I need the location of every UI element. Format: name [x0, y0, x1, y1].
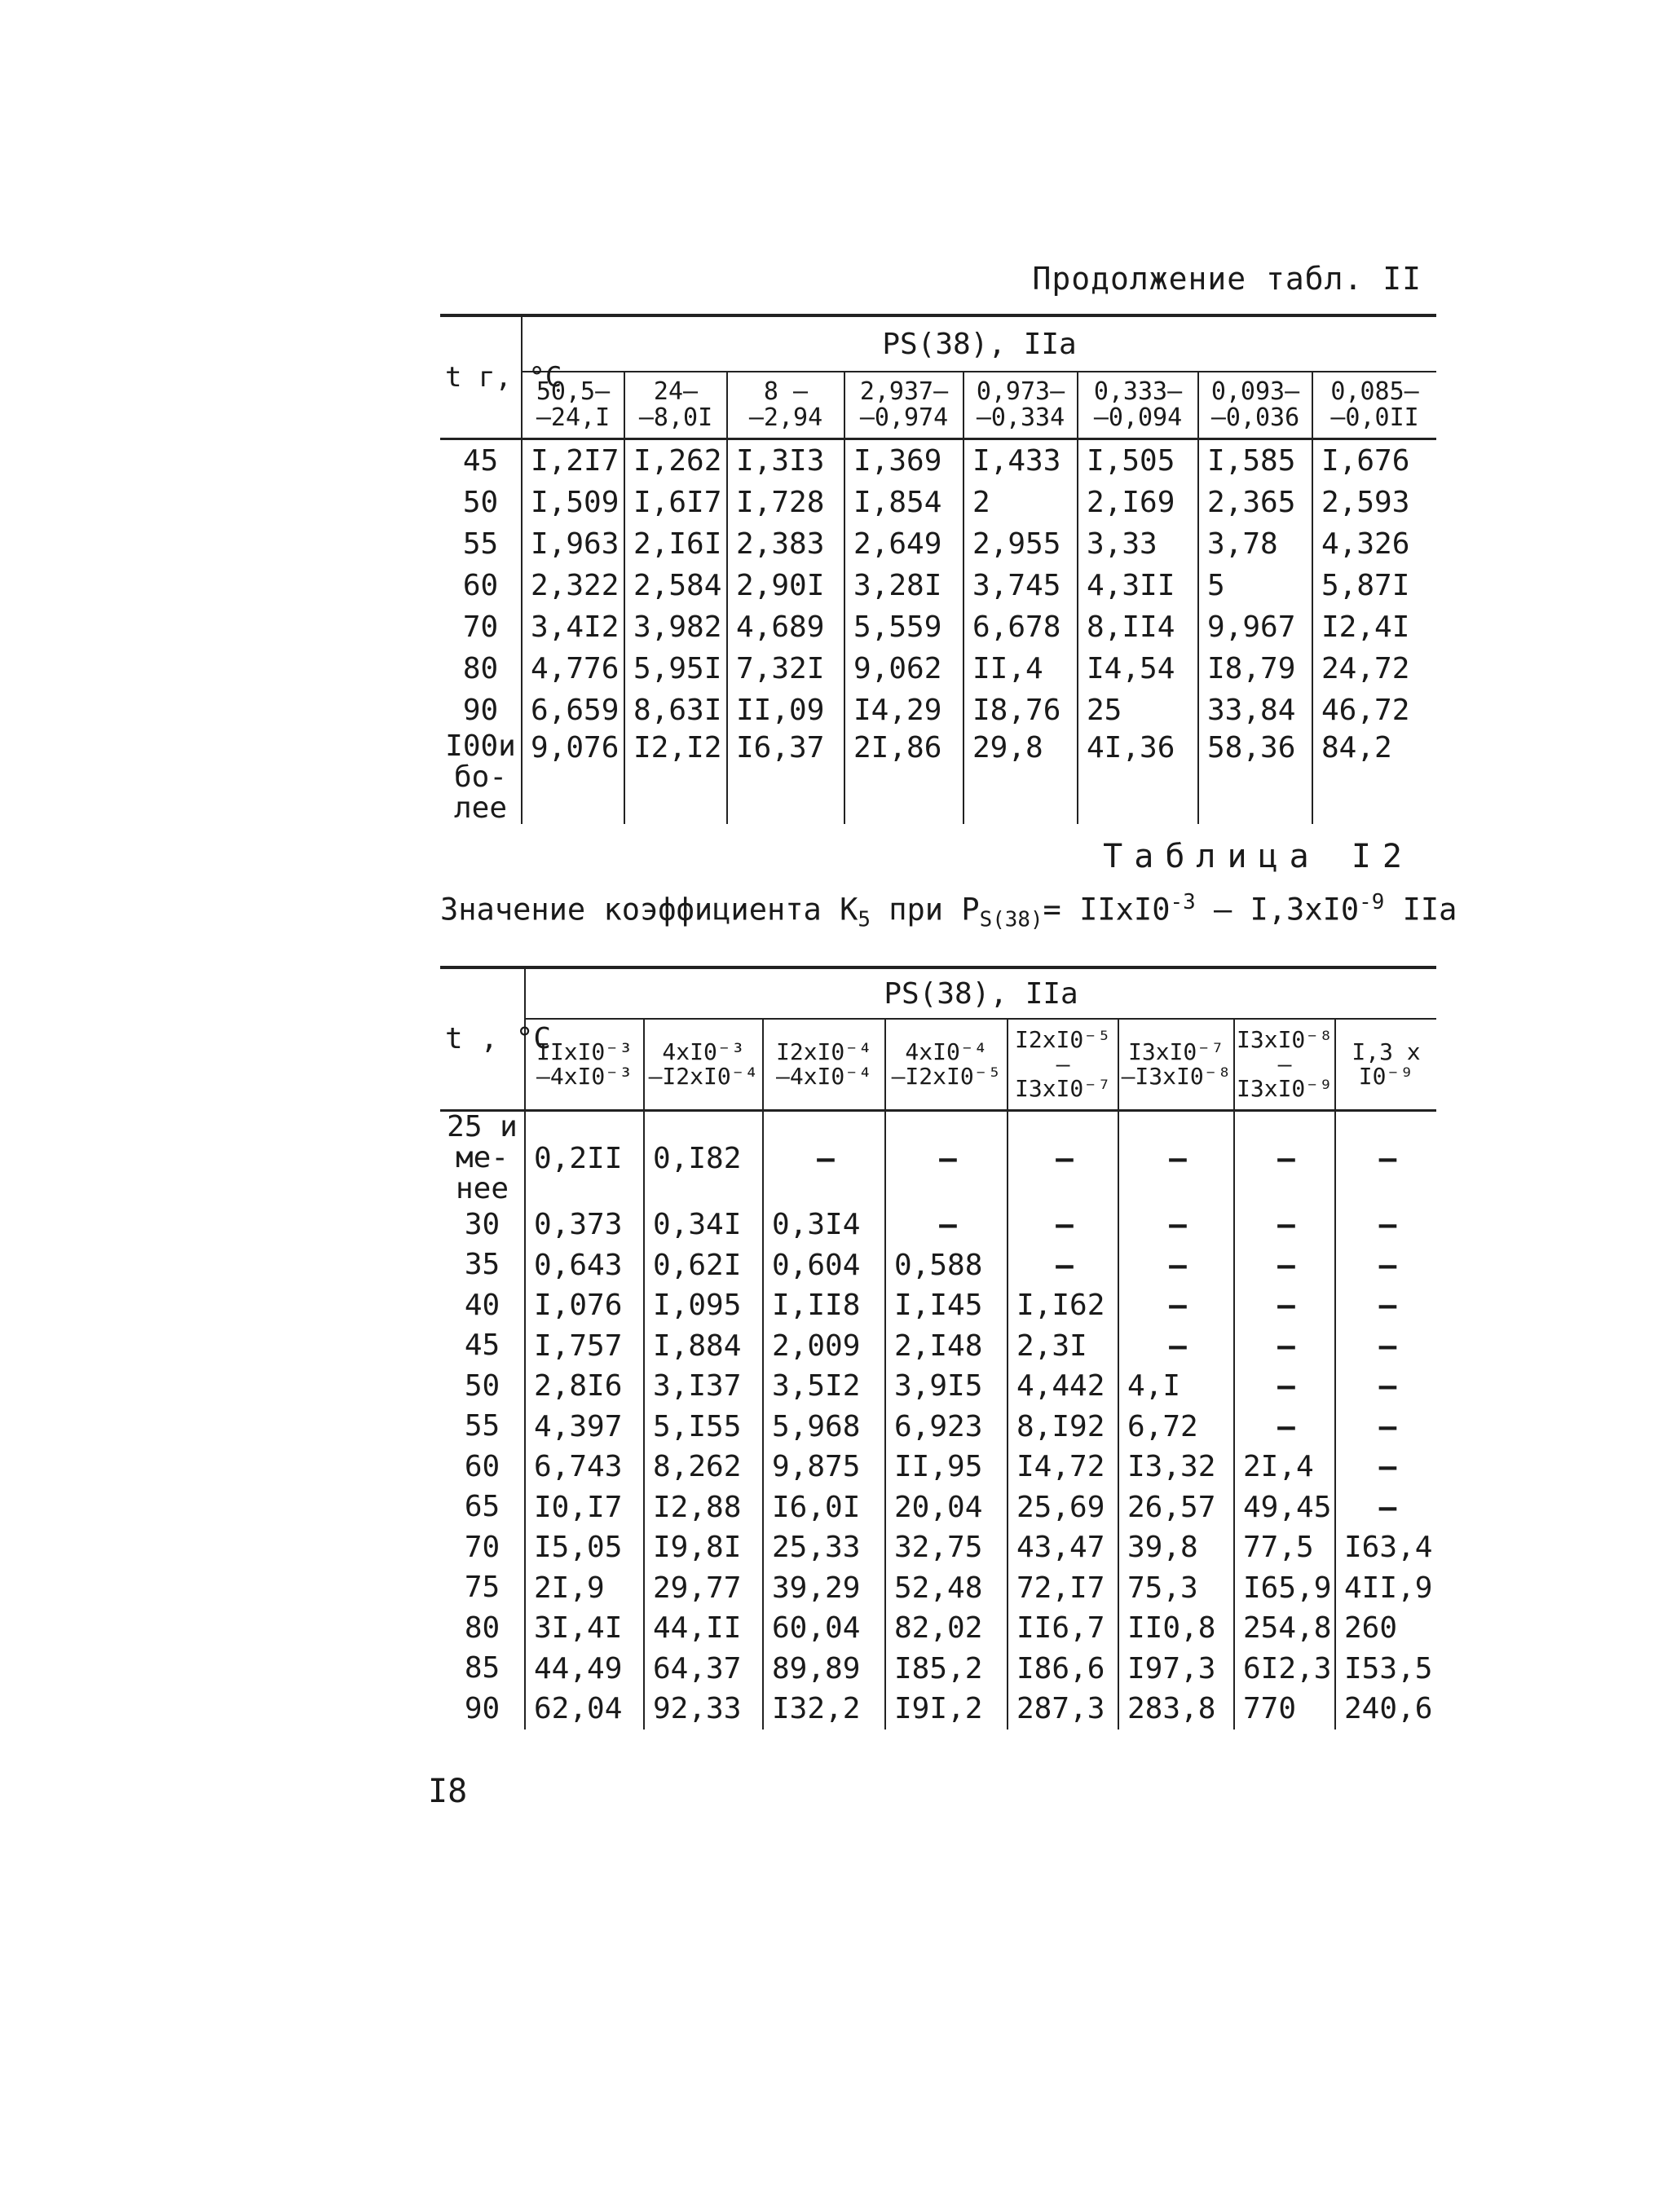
- t12-value-cell: 64,37: [644, 1649, 763, 1690]
- table-row: [440, 690, 1436, 731]
- t12-value-cell: I4,72: [1008, 1447, 1118, 1487]
- t12-value-cell: 287,3: [1008, 1689, 1118, 1730]
- t12-value-cell: I3,32: [1118, 1447, 1234, 1487]
- t12-row-label: 65: [464, 1490, 500, 1524]
- t11-value-cell: 9,062: [844, 648, 963, 690]
- t11-value-cell: 6,659: [522, 690, 624, 731]
- t12-value-cell: 6,72: [1118, 1407, 1234, 1447]
- t12-value-cell: –: [1234, 1285, 1335, 1326]
- table-row: [440, 1407, 1436, 1447]
- t12-value-cell: 20,04: [885, 1487, 1008, 1528]
- t11-value-cell: I,854: [844, 482, 963, 523]
- table-row: [440, 648, 1436, 690]
- t11-value-cell: I4,54: [1078, 648, 1198, 690]
- continuation-label: Продолжение табл. II: [1032, 261, 1422, 297]
- t12-value-cell: –: [1234, 1366, 1335, 1407]
- t12-value-cell: 39,29: [763, 1568, 885, 1609]
- t11-column-header: 0,973– –0,334: [963, 372, 1078, 439]
- t11-value-cell: 58,36: [1198, 731, 1312, 824]
- t12-header-main: PS(38), IIa: [525, 967, 1436, 1019]
- t12-value-cell: 25,69: [1008, 1487, 1118, 1528]
- t12-value-cell: –: [1234, 1407, 1335, 1447]
- t12-value-cell: –: [1234, 1245, 1335, 1286]
- t12-row-label: 60: [464, 1449, 500, 1483]
- t12-value-cell: 4II,9: [1335, 1568, 1436, 1609]
- t12-value-cell: 39,8: [1118, 1527, 1234, 1568]
- t12-value-cell: I9,8I: [644, 1527, 763, 1568]
- t12-value-cell: I2,88: [644, 1487, 763, 1528]
- table-row: [440, 1608, 1436, 1649]
- t11-row-label: 80: [462, 651, 499, 685]
- title-eq: = IIxI0: [1043, 892, 1171, 928]
- table-12-title: [440, 890, 1457, 932]
- t11-value-cell: 3,982: [624, 606, 727, 648]
- t12-value-cell: I0,I7: [525, 1487, 644, 1528]
- t12-value-cell: 82,02: [885, 1608, 1008, 1649]
- title-mid: при P: [870, 892, 980, 928]
- t12-value-cell: 60,04: [763, 1608, 885, 1649]
- t12-value-cell: 770: [1234, 1689, 1335, 1730]
- t12-value-cell: II,95: [885, 1447, 1008, 1487]
- t12-row-label: 70: [464, 1530, 500, 1564]
- t12-value-cell: 3,5I2: [763, 1366, 885, 1407]
- t12-value-cell: I,076: [525, 1285, 644, 1326]
- table-row: [440, 1447, 1436, 1487]
- table-11-continuation: [440, 314, 1436, 824]
- t11-value-cell: 2: [963, 482, 1078, 523]
- t12-column-header: IIxI0⁻³ –4xI0⁻³: [525, 1019, 644, 1111]
- t12-subheader-row: [440, 1019, 1436, 1111]
- t12-value-cell: 0,643: [525, 1245, 644, 1286]
- t12-row-label: 85: [464, 1651, 500, 1685]
- t11-value-cell: I2,I2: [624, 731, 727, 824]
- t11-row-label: 90: [462, 693, 499, 727]
- t12-value-cell: –: [1335, 1447, 1436, 1487]
- t11-row-label: 60: [462, 568, 499, 602]
- t11-value-cell: 8,II4: [1078, 606, 1198, 648]
- table-row: [440, 482, 1436, 523]
- t11-value-cell: 2,322: [522, 565, 624, 606]
- t11-value-cell: I8,79: [1198, 648, 1312, 690]
- t12-value-cell: 254,8: [1234, 1608, 1335, 1649]
- t11-value-cell: 9,967: [1198, 606, 1312, 648]
- t11-value-cell: 33,84: [1198, 690, 1312, 731]
- t12-header-row: [440, 967, 1436, 1019]
- t11-value-cell: 84,2: [1312, 731, 1436, 824]
- t12-value-cell: 0,34I: [644, 1205, 763, 1245]
- table-row: [440, 1366, 1436, 1407]
- t11-row-label: 50: [462, 485, 499, 519]
- t12-value-cell: 3I,4I: [525, 1608, 644, 1649]
- t12-value-cell: –: [1118, 1326, 1234, 1367]
- t12-value-cell: 2,8I6: [525, 1366, 644, 1407]
- t12-value-cell: 6,743: [525, 1447, 644, 1487]
- t12-value-cell: –: [1008, 1245, 1118, 1286]
- t11-value-cell: 3,4I2: [522, 606, 624, 648]
- title-p-sub: S(38): [979, 907, 1043, 932]
- t12-value-cell: 6,923: [885, 1407, 1008, 1447]
- t12-value-cell: 4,I: [1118, 1366, 1234, 1407]
- t11-value-cell: I,6I7: [624, 482, 727, 523]
- t11-column-header: 0,093– –0,036: [1198, 372, 1312, 439]
- t12-value-cell: 2,3I: [1008, 1326, 1118, 1367]
- page-number: I8: [428, 1773, 468, 1810]
- t11-value-cell: 2,955: [963, 523, 1078, 565]
- t11-subheader-row: [440, 372, 1436, 439]
- t12-column-header: I2xI0⁻⁴ –4xI0⁻⁴: [763, 1019, 885, 1111]
- t12-value-cell: 29,77: [644, 1568, 763, 1609]
- t11-value-cell: 9,076: [522, 731, 624, 824]
- t12-value-cell: –: [1118, 1111, 1234, 1205]
- t11-value-cell: I4,29: [844, 690, 963, 731]
- t11-value-cell: 24,72: [1312, 648, 1436, 690]
- t12-value-cell: 283,8: [1118, 1689, 1234, 1730]
- t12-value-cell: 4,442: [1008, 1366, 1118, 1407]
- t12-value-cell: I,757: [525, 1326, 644, 1367]
- t12-value-cell: I85,2: [885, 1649, 1008, 1690]
- t11-value-cell: 4,3II: [1078, 565, 1198, 606]
- t12-value-cell: 0,3I4: [763, 1205, 885, 1245]
- title-unit: IIa: [1384, 892, 1457, 928]
- t11-value-cell: 2I,86: [844, 731, 963, 824]
- t11-value-cell: 5,95I: [624, 648, 727, 690]
- t12-value-cell: 260: [1335, 1608, 1436, 1649]
- title-exp2: -9: [1359, 890, 1385, 914]
- t11-value-cell: 3,78: [1198, 523, 1312, 565]
- t12-value-cell: 0,I82: [644, 1111, 763, 1205]
- t12-value-cell: 92,33: [644, 1689, 763, 1730]
- t11-value-cell: 2,90I: [727, 565, 844, 606]
- t12-row-label: 45: [464, 1329, 500, 1363]
- t12-value-cell: I,095: [644, 1285, 763, 1326]
- t11-value-cell: 8,63I: [624, 690, 727, 731]
- t12-value-cell: –: [1118, 1285, 1234, 1326]
- t12-value-cell: I63,4: [1335, 1527, 1436, 1568]
- t11-value-cell: 25: [1078, 690, 1198, 731]
- t12-row-label: 75: [464, 1571, 500, 1605]
- t12-value-cell: 72,I7: [1008, 1568, 1118, 1609]
- t11-column-header: 2,937– –0,974: [844, 372, 963, 439]
- t11-value-cell: I,369: [844, 439, 963, 482]
- t11-value-cell: 3,745: [963, 565, 1078, 606]
- table-row: [440, 606, 1436, 648]
- t12-value-cell: I,II8: [763, 1285, 885, 1326]
- table-row: [440, 731, 1436, 824]
- table-row: [440, 523, 1436, 565]
- t11-column-header: 24– –8,0I: [624, 372, 727, 439]
- table-row: [440, 1245, 1436, 1286]
- t12-value-cell: –: [763, 1111, 885, 1205]
- t12-column-header: I2xI0⁻⁵ –I3xI0⁻⁷: [1008, 1019, 1118, 1111]
- t11-value-cell: 5: [1198, 565, 1312, 606]
- t11-value-cell: 46,72: [1312, 690, 1436, 731]
- t11-row-label: 55: [462, 527, 499, 561]
- t11-value-cell: I8,76: [963, 690, 1078, 731]
- t11-value-cell: I2,4I: [1312, 606, 1436, 648]
- t12-value-cell: 3,9I5: [885, 1366, 1008, 1407]
- t12-value-cell: 43,47: [1008, 1527, 1118, 1568]
- t12-value-cell: I5,05: [525, 1527, 644, 1568]
- t11-value-cell: II,4: [963, 648, 1078, 690]
- t12-value-cell: 3,I37: [644, 1366, 763, 1407]
- t12-row-label: 35: [464, 1248, 500, 1282]
- t12-value-cell: 62,04: [525, 1689, 644, 1730]
- t12-column-header: I,3 x I0⁻⁹: [1335, 1019, 1436, 1111]
- t12-value-cell: 5,968: [763, 1407, 885, 1447]
- t12-value-cell: –: [1335, 1487, 1436, 1528]
- t12-value-cell: –: [1335, 1285, 1436, 1326]
- t12-value-cell: II0,8: [1118, 1608, 1234, 1649]
- t11-column-header: 8 – –2,94: [727, 372, 844, 439]
- t12-column-header: 4xI0⁻³ –I2xI0⁻⁴: [644, 1019, 763, 1111]
- t12-row-label: 30: [464, 1207, 500, 1241]
- table-row: [440, 1326, 1436, 1367]
- t12-value-cell: –: [1335, 1111, 1436, 1205]
- t12-value-cell: 4,397: [525, 1407, 644, 1447]
- t12-value-cell: 0,2II: [525, 1111, 644, 1205]
- t12-value-cell: –: [885, 1111, 1008, 1205]
- t11-value-cell: 4,689: [727, 606, 844, 648]
- t12-value-cell: I,I62: [1008, 1285, 1118, 1326]
- table-12: [440, 966, 1436, 1730]
- t11-value-cell: 4,776: [522, 648, 624, 690]
- t12-value-cell: –: [1335, 1407, 1436, 1447]
- t12-value-cell: 6I2,3: [1234, 1649, 1335, 1690]
- t11-value-cell: I,262: [624, 439, 727, 482]
- t12-row-label: 55: [464, 1409, 500, 1443]
- t11-value-cell: 3,33: [1078, 523, 1198, 565]
- t12-value-cell: 77,5: [1234, 1527, 1335, 1568]
- t12-value-cell: –: [1234, 1326, 1335, 1367]
- t11-value-cell: 6,678: [963, 606, 1078, 648]
- t12-value-cell: 44,II: [644, 1608, 763, 1649]
- t11-row-label: 70: [462, 610, 499, 644]
- t11-value-cell: I,505: [1078, 439, 1198, 482]
- title-exp1: -3: [1170, 890, 1196, 914]
- t12-value-cell: 0,373: [525, 1205, 644, 1245]
- t12-value-cell: II6,7: [1008, 1608, 1118, 1649]
- title-prefix: Значение коэффициента K: [440, 892, 858, 928]
- t11-value-cell: I,963: [522, 523, 624, 565]
- t11-value-cell: 2,593: [1312, 482, 1436, 523]
- t12-row-label: 40: [464, 1288, 500, 1322]
- t12-value-cell: 8,262: [644, 1447, 763, 1487]
- t12-value-cell: 0,62I: [644, 1245, 763, 1286]
- t11-header-row: [440, 315, 1436, 372]
- table-row: [440, 1285, 1436, 1326]
- t11-value-cell: 2,I6I: [624, 523, 727, 565]
- t11-value-cell: 2,584: [624, 565, 727, 606]
- t12-value-cell: 89,89: [763, 1649, 885, 1690]
- t11-column-header: 0,333– –0,094: [1078, 372, 1198, 439]
- t11-value-cell: 2,I69: [1078, 482, 1198, 523]
- t12-value-cell: –: [1335, 1326, 1436, 1367]
- t12-value-cell: 9,875: [763, 1447, 885, 1487]
- t12-value-cell: 0,604: [763, 1245, 885, 1286]
- t12-value-cell: I6,0I: [763, 1487, 885, 1528]
- table-row: [440, 1527, 1436, 1568]
- t12-column-header: I3xI0⁻⁸ –I3xI0⁻⁹: [1234, 1019, 1335, 1111]
- t12-value-cell: I86,6: [1008, 1649, 1118, 1690]
- t12-value-cell: 2,I48: [885, 1326, 1008, 1367]
- t12-value-cell: –: [1118, 1205, 1234, 1245]
- t11-column-header: 0,085– –0,0II: [1312, 372, 1436, 439]
- t12-value-cell: 49,45: [1234, 1487, 1335, 1528]
- t12-value-cell: I97,3: [1118, 1649, 1234, 1690]
- t12-column-header: 4xI0⁻⁴ –I2xI0⁻⁵: [885, 1019, 1008, 1111]
- t11-value-cell: 2,649: [844, 523, 963, 565]
- t11-value-cell: 5,559: [844, 606, 963, 648]
- t11-value-cell: I,3I3: [727, 439, 844, 482]
- t11-value-cell: 3,28I: [844, 565, 963, 606]
- t11-value-cell: I,2I7: [522, 439, 624, 482]
- table-row: [440, 1205, 1436, 1245]
- t11-value-cell: 5,87I: [1312, 565, 1436, 606]
- t12-corner-label: t , °C: [440, 967, 525, 1111]
- t12-value-cell: –: [1234, 1111, 1335, 1205]
- t12-value-cell: 26,57: [1118, 1487, 1234, 1528]
- t12-value-cell: I,I45: [885, 1285, 1008, 1326]
- t11-value-cell: 29,8: [963, 731, 1078, 824]
- t12-value-cell: 2I,9: [525, 1568, 644, 1609]
- t12-value-cell: I65,9: [1234, 1568, 1335, 1609]
- t11-value-cell: I,509: [522, 482, 624, 523]
- table-row: [440, 1689, 1436, 1730]
- t12-value-cell: I,884: [644, 1326, 763, 1367]
- t12-value-cell: –: [1335, 1366, 1436, 1407]
- table-row: [440, 1111, 1436, 1205]
- t12-row-label: 25 и ме- нее: [447, 1110, 518, 1205]
- title-k-sub: 5: [858, 907, 871, 932]
- t12-value-cell: 52,48: [885, 1568, 1008, 1609]
- t11-row-label: I00и бо- лее: [445, 729, 516, 825]
- table-row: [440, 439, 1436, 482]
- t12-value-cell: –: [1008, 1205, 1118, 1245]
- t12-column-header: I3xI0⁻⁷ –I3xI0⁻⁸: [1118, 1019, 1234, 1111]
- t12-value-cell: 2,009: [763, 1326, 885, 1367]
- t12-value-cell: 75,3: [1118, 1568, 1234, 1609]
- t12-value-cell: –: [1335, 1245, 1436, 1286]
- t12-value-cell: I32,2: [763, 1689, 885, 1730]
- table-row: [440, 565, 1436, 606]
- t12-value-cell: –: [885, 1205, 1008, 1245]
- table-row: [440, 1568, 1436, 1609]
- t11-value-cell: I,585: [1198, 439, 1312, 482]
- t11-header-main: PS(38), IIa: [522, 315, 1436, 372]
- t11-column-header: 50,5– –24,I: [522, 372, 624, 439]
- t11-value-cell: 7,32I: [727, 648, 844, 690]
- t12-value-cell: –: [1008, 1111, 1118, 1205]
- t12-value-cell: 2I,4: [1234, 1447, 1335, 1487]
- table-row: [440, 1487, 1436, 1528]
- t11-value-cell: I,676: [1312, 439, 1436, 482]
- t12-value-cell: –: [1118, 1245, 1234, 1286]
- title-dash: – I,3xI0: [1195, 892, 1360, 928]
- t12-value-cell: 8,I92: [1008, 1407, 1118, 1447]
- t12-value-cell: 5,I55: [644, 1407, 763, 1447]
- t11-corner-label: t г, °C: [440, 315, 522, 439]
- t12-row-label: 80: [464, 1611, 500, 1645]
- t11-value-cell: II,09: [727, 690, 844, 731]
- t11-value-cell: 2,383: [727, 523, 844, 565]
- t11-value-cell: 2,365: [1198, 482, 1312, 523]
- t11-value-cell: I6,37: [727, 731, 844, 824]
- t12-row-label: 90: [464, 1691, 500, 1725]
- t12-value-cell: 44,49: [525, 1649, 644, 1690]
- t11-value-cell: I,728: [727, 482, 844, 523]
- t12-value-cell: 240,6: [1335, 1689, 1436, 1730]
- t12-row-label: 50: [464, 1368, 500, 1403]
- t11-row-label: 45: [462, 443, 499, 478]
- t12-value-cell: –: [1234, 1205, 1335, 1245]
- t12-value-cell: 32,75: [885, 1527, 1008, 1568]
- t12-value-cell: I53,5: [1335, 1649, 1436, 1690]
- table-row: [440, 1649, 1436, 1690]
- table-12-number: Таблица I2: [1103, 838, 1413, 875]
- t12-value-cell: I9I,2: [885, 1689, 1008, 1730]
- t11-value-cell: 4,326: [1312, 523, 1436, 565]
- t11-value-cell: 4I,36: [1078, 731, 1198, 824]
- t12-value-cell: 25,33: [763, 1527, 885, 1568]
- t12-value-cell: –: [1335, 1205, 1436, 1245]
- t12-value-cell: 0,588: [885, 1245, 1008, 1286]
- t11-value-cell: I,433: [963, 439, 1078, 482]
